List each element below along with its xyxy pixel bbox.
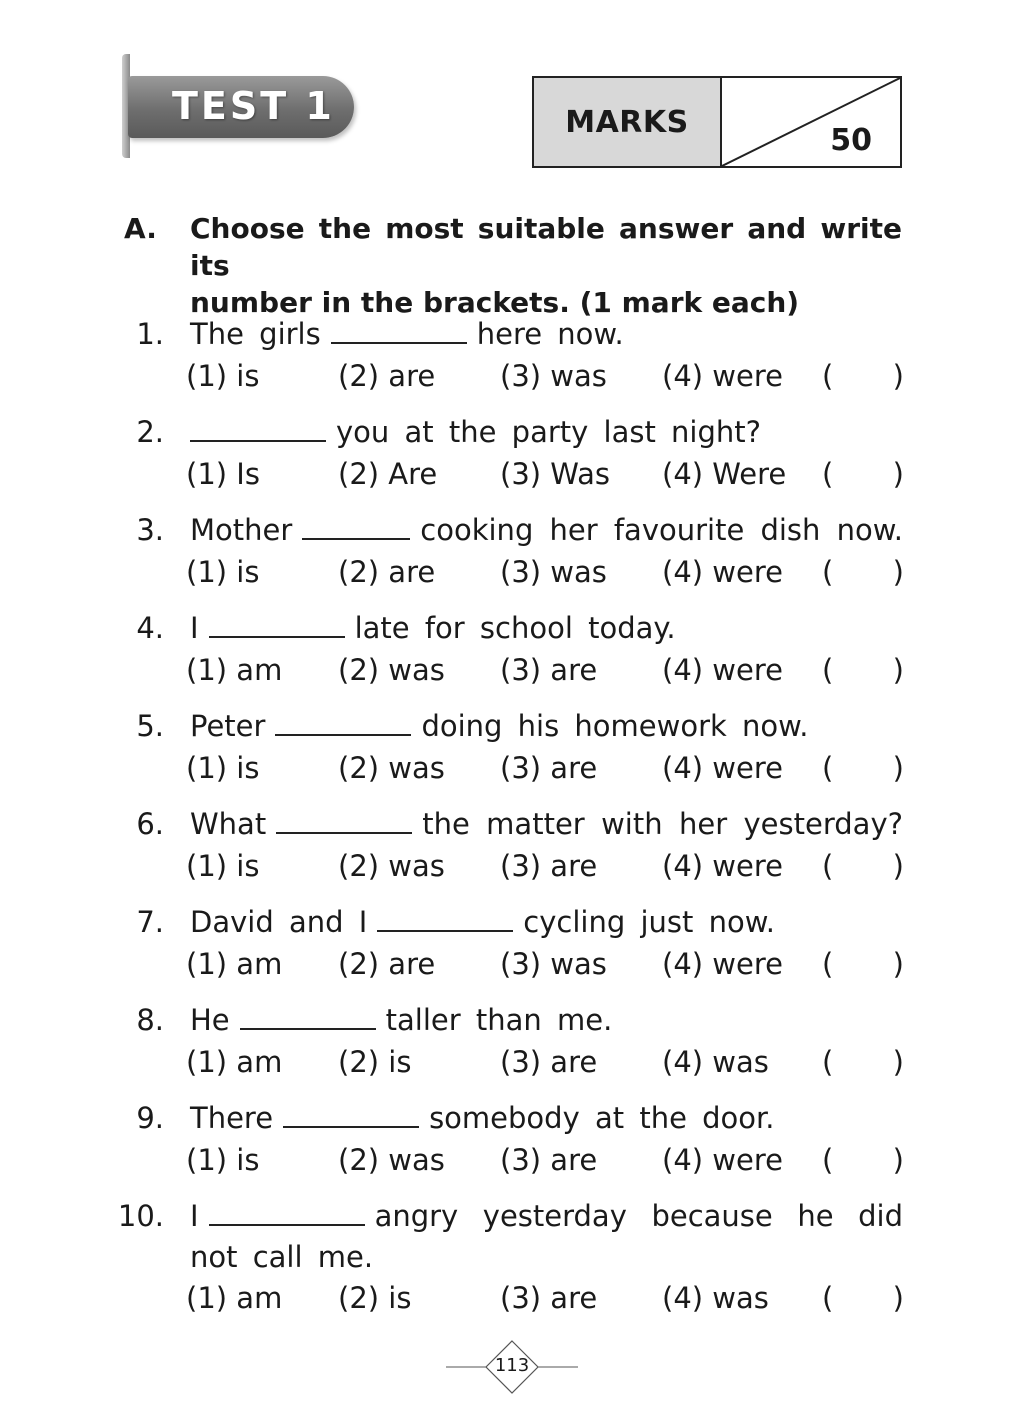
stem-before-blank: The girls (190, 317, 321, 351)
bracket-close: ) (892, 751, 904, 785)
question-number: 2. (136, 415, 164, 449)
option-3[interactable]: (3) are (500, 1045, 598, 1079)
stem-after-blank: somebody at the door. (429, 1101, 775, 1135)
option-1[interactable]: (1) is (186, 1143, 260, 1177)
answer-blank[interactable] (190, 420, 326, 442)
option-3[interactable]: (3) are (500, 653, 598, 687)
answer-blank[interactable] (302, 518, 410, 540)
answer-blank[interactable] (276, 812, 412, 834)
stem-before-blank: I (190, 1199, 199, 1233)
stem-after-blank: here now. (476, 317, 624, 351)
option-4[interactable]: (4) were (662, 653, 783, 687)
question-stem (190, 510, 903, 551)
stem-after-blank: cooking her favourite dish now. (420, 513, 903, 547)
answer-bracket[interactable] (822, 1140, 904, 1181)
bracket-close: ) (892, 653, 904, 687)
question-stem (190, 706, 903, 747)
section-letter: A. (124, 212, 157, 245)
option-4[interactable]: (4) Were (662, 457, 787, 491)
option-4[interactable]: (4) were (662, 359, 783, 393)
stem-before-blank: Peter (190, 709, 266, 743)
bracket-close: ) (892, 359, 904, 393)
marks-score-cell (722, 78, 900, 166)
test-title-tab (128, 76, 354, 138)
question-number: 9. (136, 1101, 164, 1135)
stem-after-blank: doing his homework now. (421, 709, 809, 743)
bracket-close: ) (892, 947, 904, 981)
bracket-close: ) (892, 1143, 904, 1177)
question-stem (190, 902, 903, 943)
stem-after-blank: you at the party last night? (336, 415, 762, 449)
bracket-open: ( (822, 555, 834, 589)
option-4[interactable]: (4) were (662, 555, 783, 589)
answer-bracket[interactable] (822, 748, 904, 789)
question-stem (190, 1000, 903, 1041)
question-stem (190, 608, 903, 649)
stem-after-blank: late for school today. (354, 611, 676, 645)
answer-bracket[interactable] (822, 454, 904, 495)
option-4[interactable]: (4) were (662, 849, 783, 883)
option-3[interactable]: (3) Was (500, 457, 610, 491)
bracket-close: ) (892, 1045, 904, 1079)
option-4[interactable]: (4) was (662, 1281, 769, 1315)
bracket-close: ) (892, 1281, 904, 1315)
option-3[interactable]: (3) are (500, 1143, 598, 1177)
section-instructions (190, 210, 902, 321)
question-stem (190, 804, 903, 845)
answer-blank[interactable] (209, 1204, 365, 1226)
bracket-open: ( (822, 1281, 834, 1315)
answer-blank[interactable] (283, 1106, 419, 1128)
instructions-line-1: Choose the most suitable answer and write its (190, 212, 902, 282)
option-2[interactable]: (2) are (338, 555, 436, 589)
option-3[interactable]: (3) are (500, 1281, 598, 1315)
bracket-open: ( (822, 653, 834, 687)
answer-blank[interactable] (377, 910, 513, 932)
option-3[interactable]: (3) are (500, 849, 598, 883)
answer-bracket[interactable] (822, 650, 904, 691)
stem-before-blank: Mother (190, 513, 293, 547)
stem-before-blank: There (190, 1101, 274, 1135)
option-2[interactable]: (2) was (338, 849, 445, 883)
answer-bracket[interactable] (822, 846, 904, 887)
question-stem (190, 412, 903, 453)
answer-blank[interactable] (240, 1008, 376, 1030)
question-number: 3. (136, 513, 164, 547)
stem-after-blank: taller than me. (385, 1003, 613, 1037)
bracket-open: ( (822, 457, 834, 491)
bracket-close: ) (892, 555, 904, 589)
option-2[interactable]: (2) was (338, 751, 445, 785)
question-stem (190, 314, 903, 355)
bracket-close: ) (892, 457, 904, 491)
page-number-ornament (446, 1340, 578, 1394)
option-4[interactable]: (4) was (662, 1045, 769, 1079)
stem-after-blank: the matter with her yesterday? (422, 807, 903, 841)
answer-bracket[interactable] (822, 552, 904, 593)
stem-before-blank: He (190, 1003, 230, 1037)
question-stem-continuation: not call me. (190, 1240, 374, 1274)
bracket-open: ( (822, 751, 834, 785)
marks-label: MARKS (534, 78, 722, 166)
question-number: 5. (136, 709, 164, 743)
question-number: 6. (136, 807, 164, 841)
option-2[interactable]: (2) Are (338, 457, 438, 491)
bracket-open: ( (822, 947, 834, 981)
question-number: 4. (136, 611, 164, 645)
option-1[interactable]: (1) is (186, 359, 260, 393)
stem-after-blank: cycling just now. (523, 905, 775, 939)
question-stem (190, 1196, 903, 1237)
bracket-close: ) (892, 849, 904, 883)
question-number: 10. (117, 1199, 164, 1233)
answer-bracket[interactable] (822, 1278, 904, 1319)
answer-blank[interactable] (275, 714, 411, 736)
bracket-open: ( (822, 359, 834, 393)
marks-box (532, 76, 902, 168)
option-1[interactable]: (1) am (186, 1045, 283, 1079)
marks-diagonal-line (722, 78, 900, 166)
stem-before-blank: David and I (190, 905, 368, 939)
option-1[interactable]: (1) am (186, 947, 283, 981)
answer-bracket[interactable] (822, 356, 904, 397)
option-2[interactable]: (2) is (338, 1045, 412, 1079)
marks-total: 50 (830, 123, 872, 158)
option-2[interactable]: (2) are (338, 947, 436, 981)
bracket-open: ( (822, 849, 834, 883)
option-1[interactable]: (1) is (186, 751, 260, 785)
option-2[interactable]: (2) was (338, 1143, 445, 1177)
option-3[interactable]: (3) are (500, 751, 598, 785)
instructions-line-2: number in the brackets. (1 mark each) (190, 286, 800, 319)
option-4[interactable]: (4) were (662, 1143, 783, 1177)
option-1[interactable]: (1) am (186, 1281, 283, 1315)
question-number: 8. (136, 1003, 164, 1037)
test-title: TEST 1 (172, 84, 335, 128)
option-1[interactable]: (1) Is (186, 457, 260, 491)
option-3[interactable]: (3) was (500, 555, 607, 589)
option-4[interactable]: (4) were (662, 947, 783, 981)
option-1[interactable]: (1) is (186, 849, 260, 883)
option-2[interactable]: (2) was (338, 653, 445, 687)
question-number: 1. (136, 317, 164, 351)
page-number: 113 (494, 1355, 530, 1376)
answer-bracket[interactable] (822, 1042, 904, 1083)
bracket-open: ( (822, 1045, 834, 1079)
stem-before-blank: What (190, 807, 267, 841)
answer-bracket[interactable] (822, 944, 904, 985)
question-number: 7. (136, 905, 164, 939)
stem-before-blank: I (190, 611, 199, 645)
stem-after-blank: angry yesterday because he did (374, 1199, 903, 1233)
answer-blank[interactable] (331, 322, 467, 344)
option-2[interactable]: (2) is (338, 1281, 412, 1315)
question-stem (190, 1098, 903, 1139)
option-2[interactable]: (2) are (338, 359, 436, 393)
answer-blank[interactable] (209, 616, 345, 638)
option-3[interactable]: (3) was (500, 359, 607, 393)
option-1[interactable]: (1) am (186, 653, 283, 687)
option-4[interactable]: (4) were (662, 751, 783, 785)
option-1[interactable]: (1) is (186, 555, 260, 589)
bracket-open: ( (822, 1143, 834, 1177)
option-3[interactable]: (3) was (500, 947, 607, 981)
